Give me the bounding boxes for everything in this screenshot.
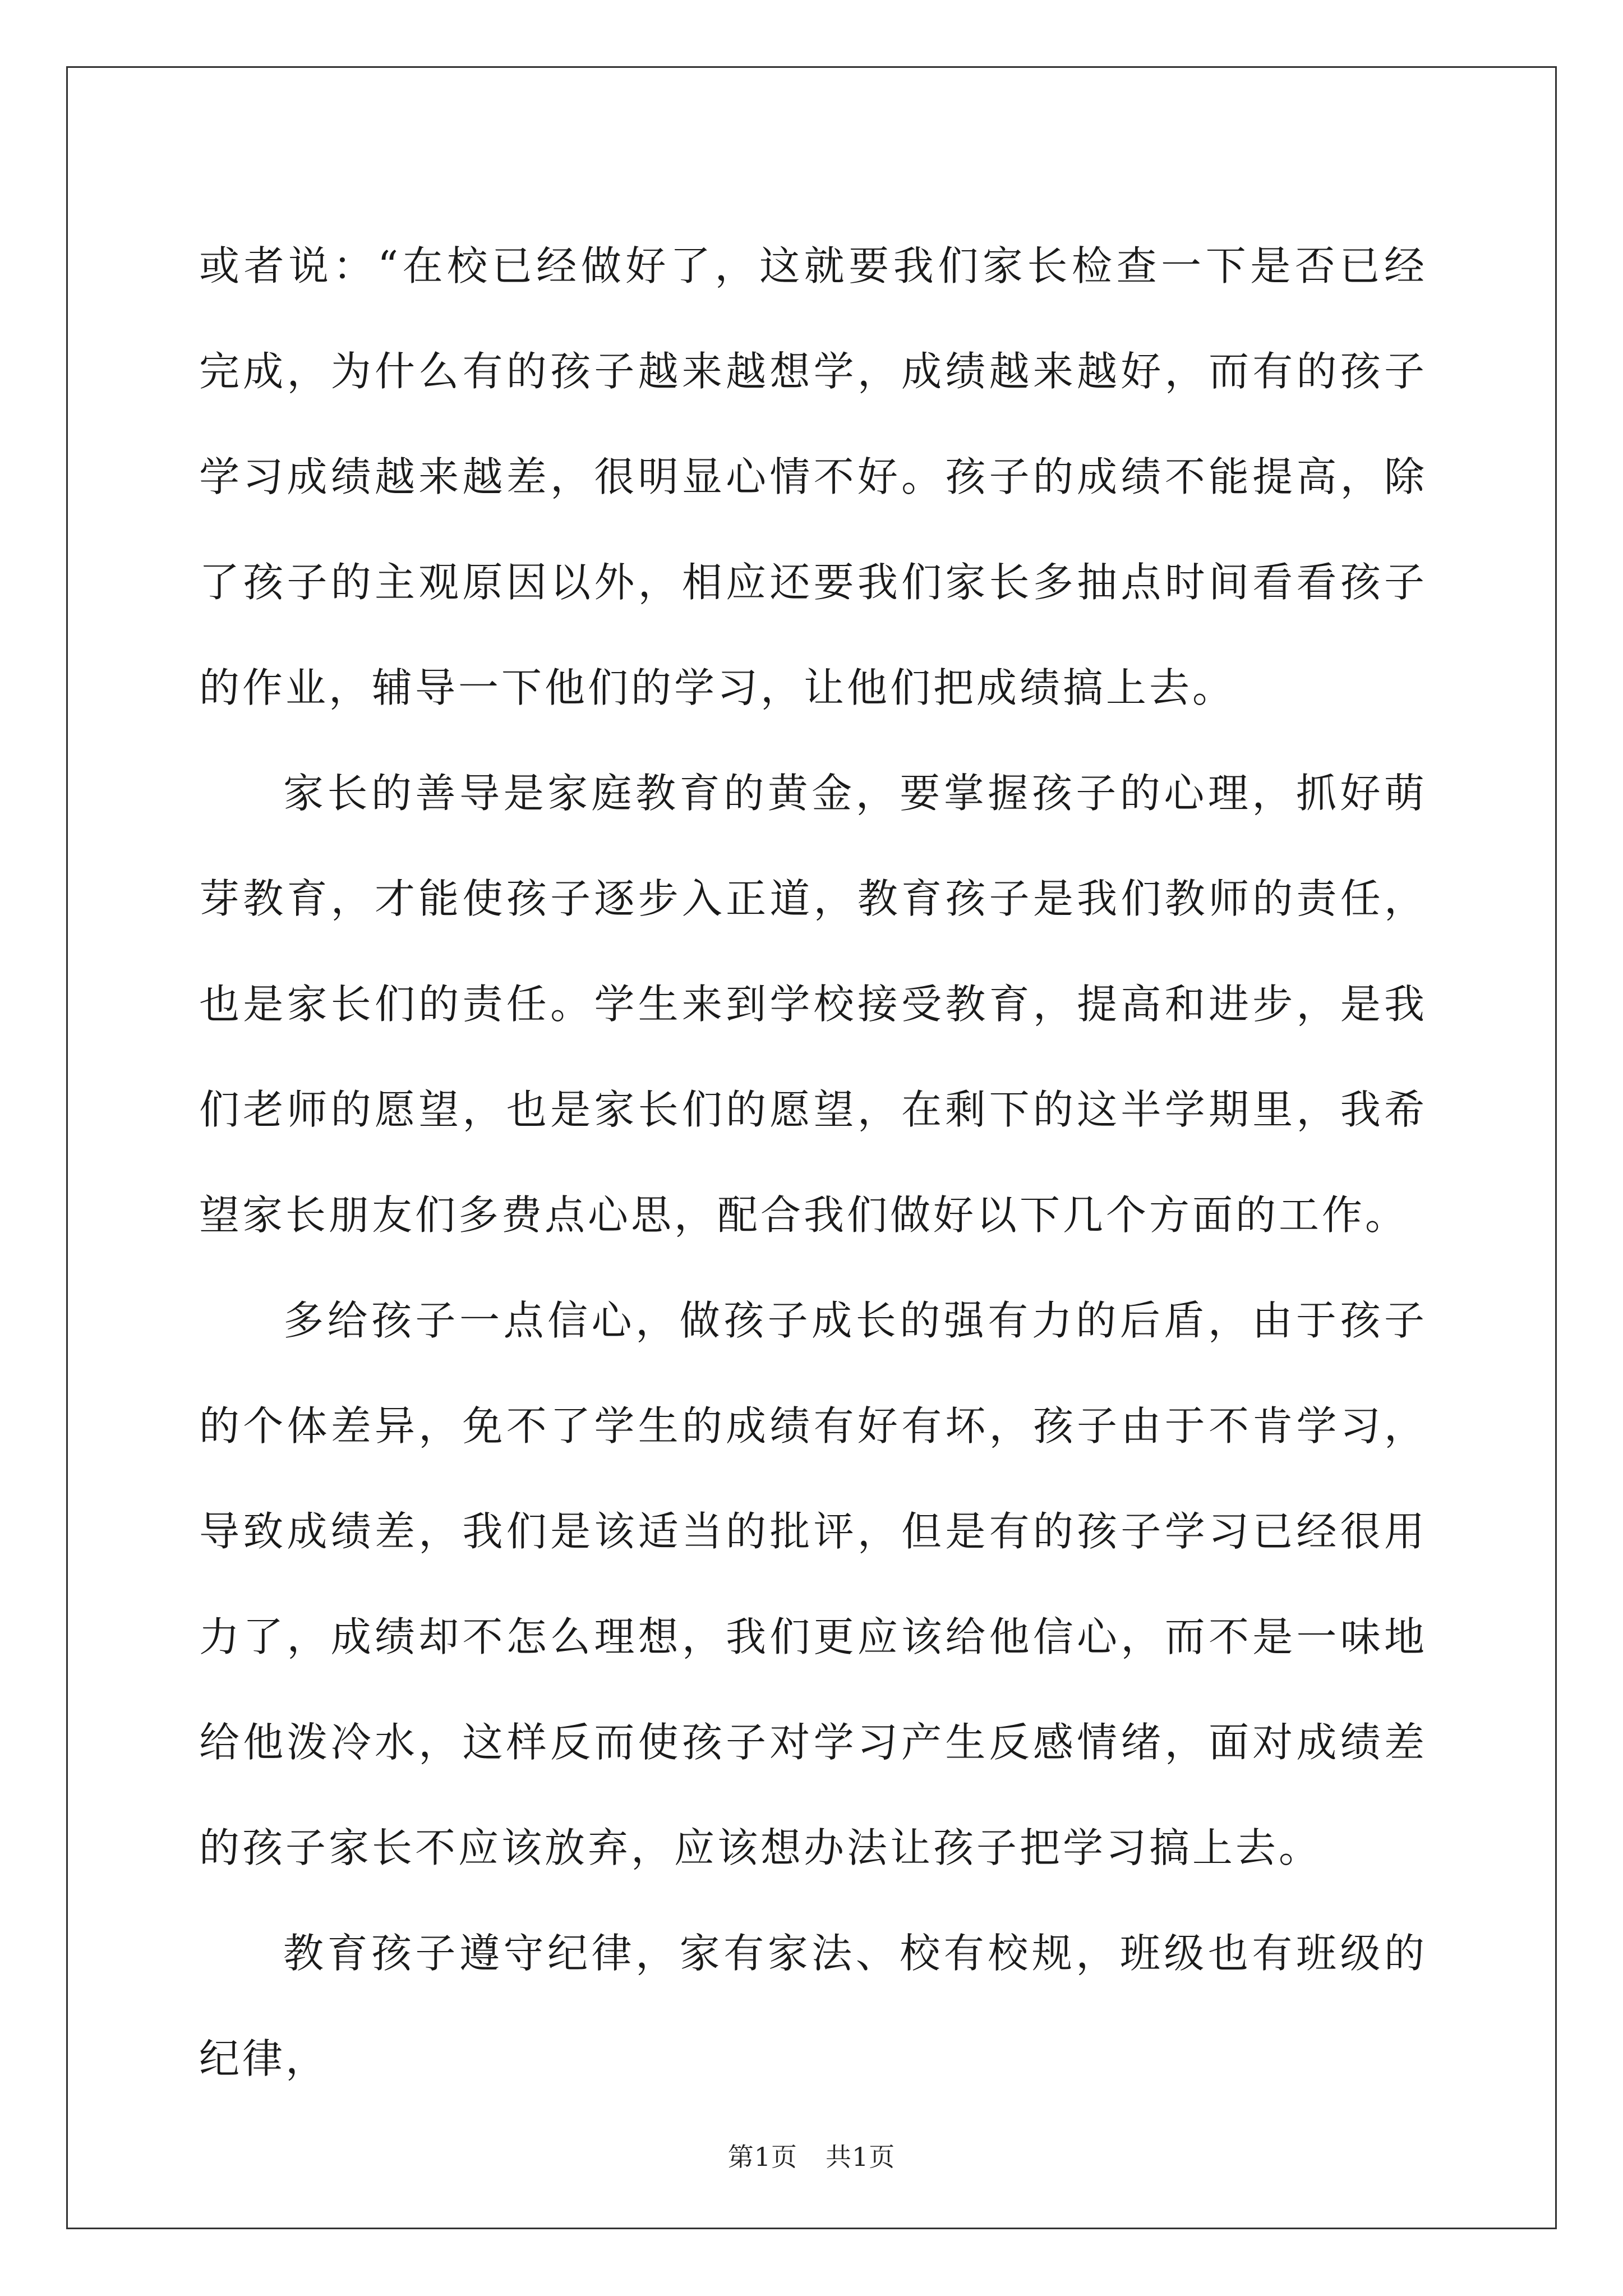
paragraph-3: 多给孩子一点信心，做孩子成长的强有力的后盾，由于孩子的个体差异，免不了学生的成绩有好有坏，孩子由于不肯学习，导致成绩差，我们是该适当的批评，但是有的孩子学习已经很用力了，成绩却不怎么理想，我们更应该给他信心，而不是一味地给他泼冷水，这样反而使孩子对学习产生反感情绪，面对成绩差的孩子家长不应该放弃，应该想办法让孩子把学习搞上去。: [199, 1297, 1427, 1871]
paragraph-4: 教育孩子遵守纪律，家有家法、校有校规，班级也有班级的纪律，: [199, 1930, 1427, 2082]
page-number-current: 第1页: [727, 2142, 797, 2172]
page-footer: [0, 2140, 1623, 2174]
page-number-total: 共1页: [826, 2142, 896, 2172]
paragraph-2: 家长的善导是家庭教育的黄金，要掌握孩子的心理，抓好萌芽教育，才能使孩子逐步入正道，教育孩子是我们教师的责任，也是家长们的责任。学生来到学校接受教育，提高和进步，是我们老师的愿望，也是家长们的愿望，在剩下的这半学期里，我希望家长朋友们多费点心思，配合我们做好以下几个方面的工作。: [199, 770, 1427, 1239]
paragraph-1: 或者说：“在校已经做好了，这就要我们家长检查一下是否已经完成，为什么有的孩子越来越想学，成绩越来越好，而有的孩子学习成绩越来越差，很明显心情不好。孩子的成绩不能提高，除了孩子的主观原因以外，相应还要我们家长多抽点时间看看孩子的作业，辅导一下他们的学习，让他们把成绩搞上去。: [199, 242, 1427, 711]
document-body: [199, 213, 1427, 2111]
